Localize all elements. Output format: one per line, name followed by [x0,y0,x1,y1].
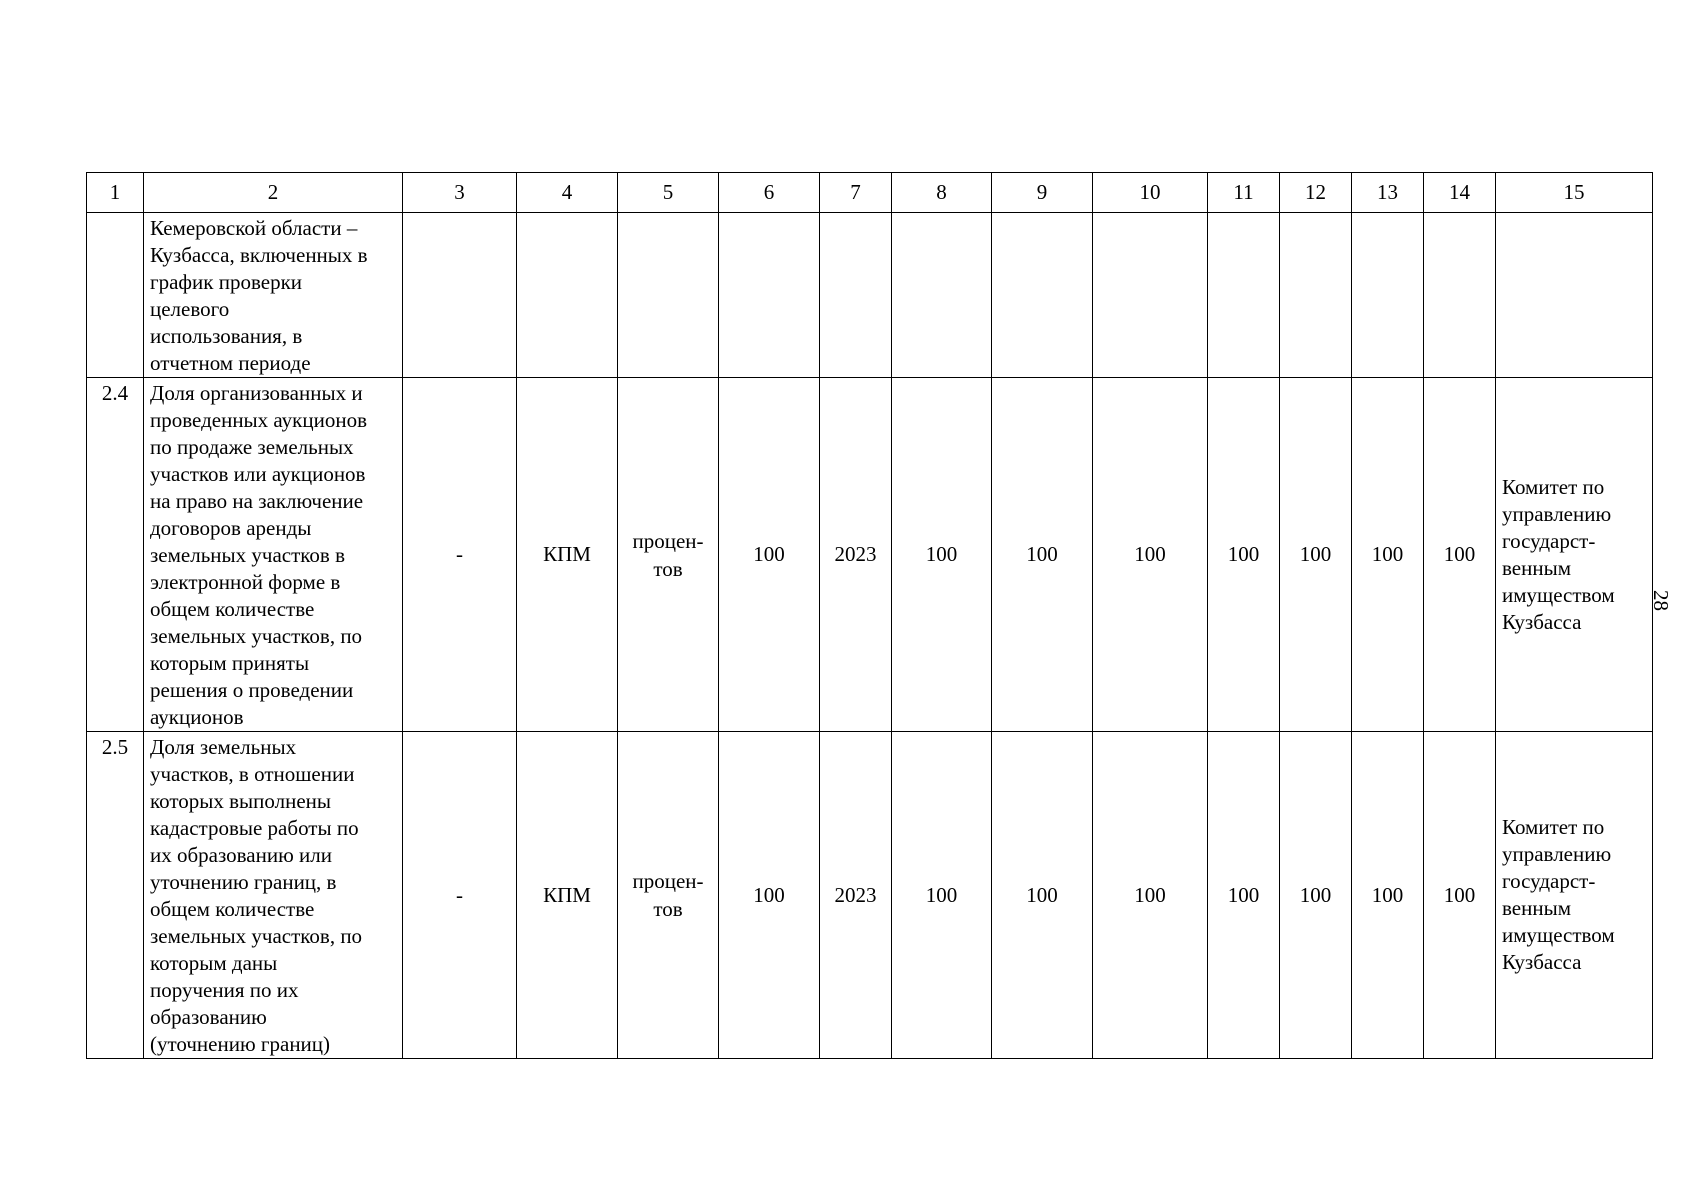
header-cell: 1 [87,173,144,213]
table-row [87,213,1653,378]
cell [1280,213,1352,378]
row-number: 2.4 [87,378,144,732]
cell: КПМ [517,378,618,732]
cell [1208,213,1280,378]
cell: 100 [1424,378,1496,732]
cell: 2023 [820,732,892,1059]
cell: 100 [1093,732,1208,1059]
header-cell: 3 [403,173,517,213]
cell: 100 [1208,378,1280,732]
header-cell: 6 [719,173,820,213]
cell [1352,213,1424,378]
row-number [87,213,144,378]
header-cell: 8 [892,173,992,213]
cell: 100 [1352,378,1424,732]
cell: 100 [1424,732,1496,1059]
cell: 100 [1093,378,1208,732]
header-cell: 15 [1496,173,1653,213]
table-row [87,378,1653,732]
cell: 100 [1208,732,1280,1059]
header-cell: 13 [1352,173,1424,213]
cell: 100 [719,732,820,1059]
header-cell: 2 [144,173,403,213]
header-cell: 5 [618,173,719,213]
cell: - [403,732,517,1059]
header-row [87,173,1653,213]
cell [719,213,820,378]
unit-cell: процен- тов [618,732,719,1059]
cell: 100 [719,378,820,732]
header-cell: 10 [1093,173,1208,213]
cell: 100 [892,378,992,732]
page-number: 28 [1649,590,1673,611]
indicator-description: Доля организованных и проведенных аукционов по продаже земельных участков или аукционов на право на заключение договоров аренды земельных участков в электронной форме в общем количестве земельных участков, по которым приняты решения о проведении аукционов [144,378,403,732]
cell [1424,213,1496,378]
row-number: 2.5 [87,732,144,1059]
cell [517,213,618,378]
cell [820,213,892,378]
responsible-cell: Комитет по управлению государст- венным имуществом Кузбасса [1496,732,1653,1059]
cell: 100 [992,732,1093,1059]
unit-cell: процен- тов [618,378,719,732]
cell [403,213,517,378]
header-cell: 7 [820,173,892,213]
cell [1093,213,1208,378]
table-row [87,732,1653,1059]
header-cell: 11 [1208,173,1280,213]
responsible-cell [1496,213,1653,378]
cell: 2023 [820,378,892,732]
cell: 100 [1280,378,1352,732]
header-cell: 12 [1280,173,1352,213]
header-cell: 14 [1424,173,1496,213]
header-cell: 4 [517,173,618,213]
cell [992,213,1093,378]
cell: - [403,378,517,732]
indicator-description: Доля земельных участков, в отношении которых выполнены кадастровые работы по их образованию или уточнению границ, в общем количестве земельных участков, по которым даны поручения по их образованию (уточнению границ) [144,732,403,1059]
cell: 100 [1280,732,1352,1059]
cell: 100 [892,732,992,1059]
header-cell: 9 [992,173,1093,213]
cell [618,213,719,378]
cell: 100 [992,378,1093,732]
cell [892,213,992,378]
indicator-description: Кемеровской области – Кузбасса, включенных в график проверки целевого использования, в отчетном периоде [144,213,403,378]
responsible-cell: Комитет по управлению государст- венным имуществом Кузбасса [1496,378,1653,732]
indicators-table [86,172,1653,1059]
cell: 100 [1352,732,1424,1059]
cell: КПМ [517,732,618,1059]
